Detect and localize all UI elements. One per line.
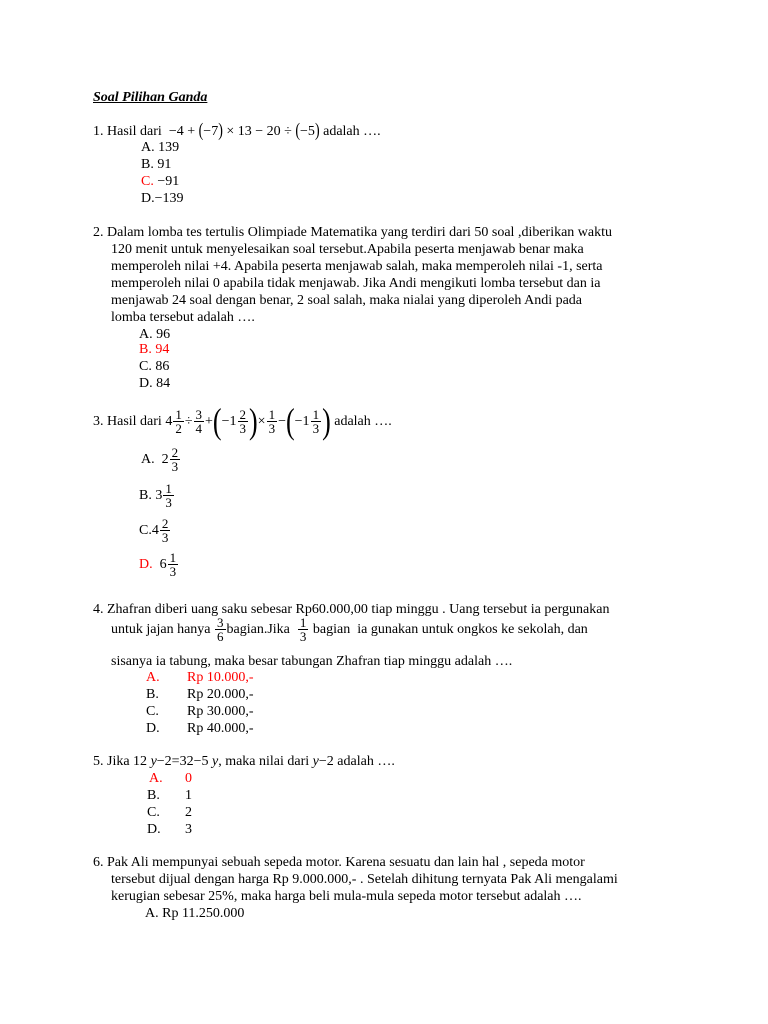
fraction: $\frac{1}{3}$: [299, 615, 307, 644]
q3-option-b[interactable]: B. 3 $\frac{1}{3}$: [139, 481, 172, 510]
fraction: $\frac{2}{3}$: [239, 407, 246, 436]
q5-option-b-value[interactable]: 1: [185, 788, 192, 803]
q5-option-c-value[interactable]: 2: [185, 805, 192, 820]
q1-option-d[interactable]: D.−139: [141, 191, 184, 206]
q1-option-c[interactable]: C. −91: [141, 174, 180, 189]
question-2-line-2: 120 menit untuk menyelesaikan soal tersebut.Apabila peserta menjawab benar maka: [111, 242, 584, 257]
question-5: 5. Jika 12 y−2=32−5 y, maka nilai dari y−2 adalah ….: [93, 754, 395, 769]
fraction: $\frac{2}{3}$: [161, 516, 169, 545]
q3-option-a[interactable]: A. 2 $\frac{2}{3}$: [141, 445, 179, 474]
question-3-prefix: 3. Hasil dari 4: [93, 414, 173, 429]
q4-option-c-label[interactable]: C.: [146, 704, 159, 719]
fraction: $\frac{3}{4}$: [195, 407, 203, 436]
question-4-line-1: 4. Zhafran diberi uang saku sebesar Rp60.000,00 tiap minggu . Uang tersebut ia pergunakan: [93, 602, 610, 617]
question-2-line-6: lomba tersebut adalah ….: [111, 310, 255, 325]
question-2-line-4: memperoleh nilai 0 apabila tidak menjawab. Jika Andi mengikuti lomba tersebut dan ia: [111, 276, 601, 291]
fraction: $\frac{2}{3}$: [171, 445, 179, 474]
question-1-expression: −4 + (−7) × 13 − 20 ÷ (−5): [168, 121, 320, 142]
q4-option-d-label[interactable]: D.: [146, 721, 160, 736]
fraction: $\frac{1}{2}$: [175, 407, 182, 436]
q3-option-c[interactable]: C.4 $\frac{2}{3}$: [139, 516, 169, 545]
q2-option-b[interactable]: B. 94: [139, 342, 170, 357]
question-3-suffix: adalah ….: [334, 414, 392, 429]
q1-option-b[interactable]: B. 91: [141, 157, 172, 172]
fraction: $\frac{1}{3}$: [268, 407, 276, 436]
question-3: 3. Hasil dari 4 $\frac{1}{2}$ ÷ $\frac{3}{4}$ + ( −1 $\frac{2}{3}$ ) × $\frac{1}{3}$ − ( −1 $\frac{1}{3}$ ) adalah ….: [93, 400, 392, 442]
q2-option-d[interactable]: D. 84: [139, 376, 171, 391]
q5-option-c-label[interactable]: C.: [147, 805, 160, 820]
q3-option-d[interactable]: D. 6 $\frac{1}{3}$: [139, 550, 177, 579]
q4-option-b-value[interactable]: Rp 20.000,-: [187, 687, 254, 702]
q4-option-c-value[interactable]: Rp 30.000,-: [187, 704, 254, 719]
q4-option-b-label[interactable]: B.: [146, 687, 159, 702]
page-title: Soal Pilihan Ganda: [93, 90, 208, 105]
question-2-line-3: memperoleh nilai +4. Apabila peserta menjawab salah, maka memperoleh nilai -1, serta: [111, 259, 603, 274]
q2-option-a[interactable]: A. 96: [139, 327, 171, 342]
q2-option-c[interactable]: C. 86: [139, 359, 170, 374]
q4-option-a-label[interactable]: A.: [146, 670, 160, 685]
q4-option-a-value[interactable]: Rp 10.000,-: [187, 670, 254, 685]
question-4-line-3: sisanya ia tabung, maka besar tabungan Zhafran tiap minggu adalah ….: [111, 654, 513, 669]
q4-option-d-value[interactable]: Rp 40.000,-: [187, 721, 254, 736]
question-6-line-2: tersebut dijual dengan harga Rp 9.000.000,- . Setelah dihitung ternyata Pak Ali mengalami: [111, 872, 618, 887]
q5-option-a-value[interactable]: 0: [185, 771, 192, 786]
question-6-line-3: kerugian sebesar 25%, maka harga beli mula-mula sepeda motor tersebut adalah ….: [111, 889, 582, 904]
question-4-line-2: untuk jajan hanya $\frac{3}{6}$ bagian.Jika $\frac{1}{3}$ bagian ia gunakan untuk ongkos ke sekolah, dan: [111, 615, 588, 644]
fraction: $\frac{3}{6}$: [217, 615, 224, 644]
q5-option-a-label[interactable]: A.: [149, 771, 163, 786]
question-6-line-1: 6. Pak Ali mempunyai sebuah sepeda motor. Karena sesuatu dan lain hal , sepeda motor: [93, 855, 585, 870]
q5-option-b-label[interactable]: B.: [147, 788, 160, 803]
question-1: [93, 123, 381, 140]
question-2-line-1: 2. Dalam lomba tes tertulis Olimpiade Matematika yang terdiri dari 50 soal ,diberikan waktu: [93, 225, 613, 240]
q6-option-a[interactable]: A. Rp 11.250.000: [145, 906, 245, 921]
fraction: $\frac{1}{3}$: [169, 550, 177, 579]
fraction: $\frac{1}{3}$: [165, 481, 172, 510]
q1-option-a[interactable]: A. 139: [141, 140, 180, 155]
question-2-line-5: menjawab 24 soal dengan benar, 2 soal salah, maka nialai yang diperoleh Andi pada: [111, 293, 583, 308]
q5-option-d-label[interactable]: D.: [147, 822, 161, 837]
question-1-prefix: 1. Hasil dari: [93, 124, 162, 139]
q5-option-d-value[interactable]: 3: [185, 822, 192, 837]
question-1-suffix: adalah ….: [323, 124, 381, 139]
fraction: $\frac{1}{3}$: [312, 407, 320, 436]
